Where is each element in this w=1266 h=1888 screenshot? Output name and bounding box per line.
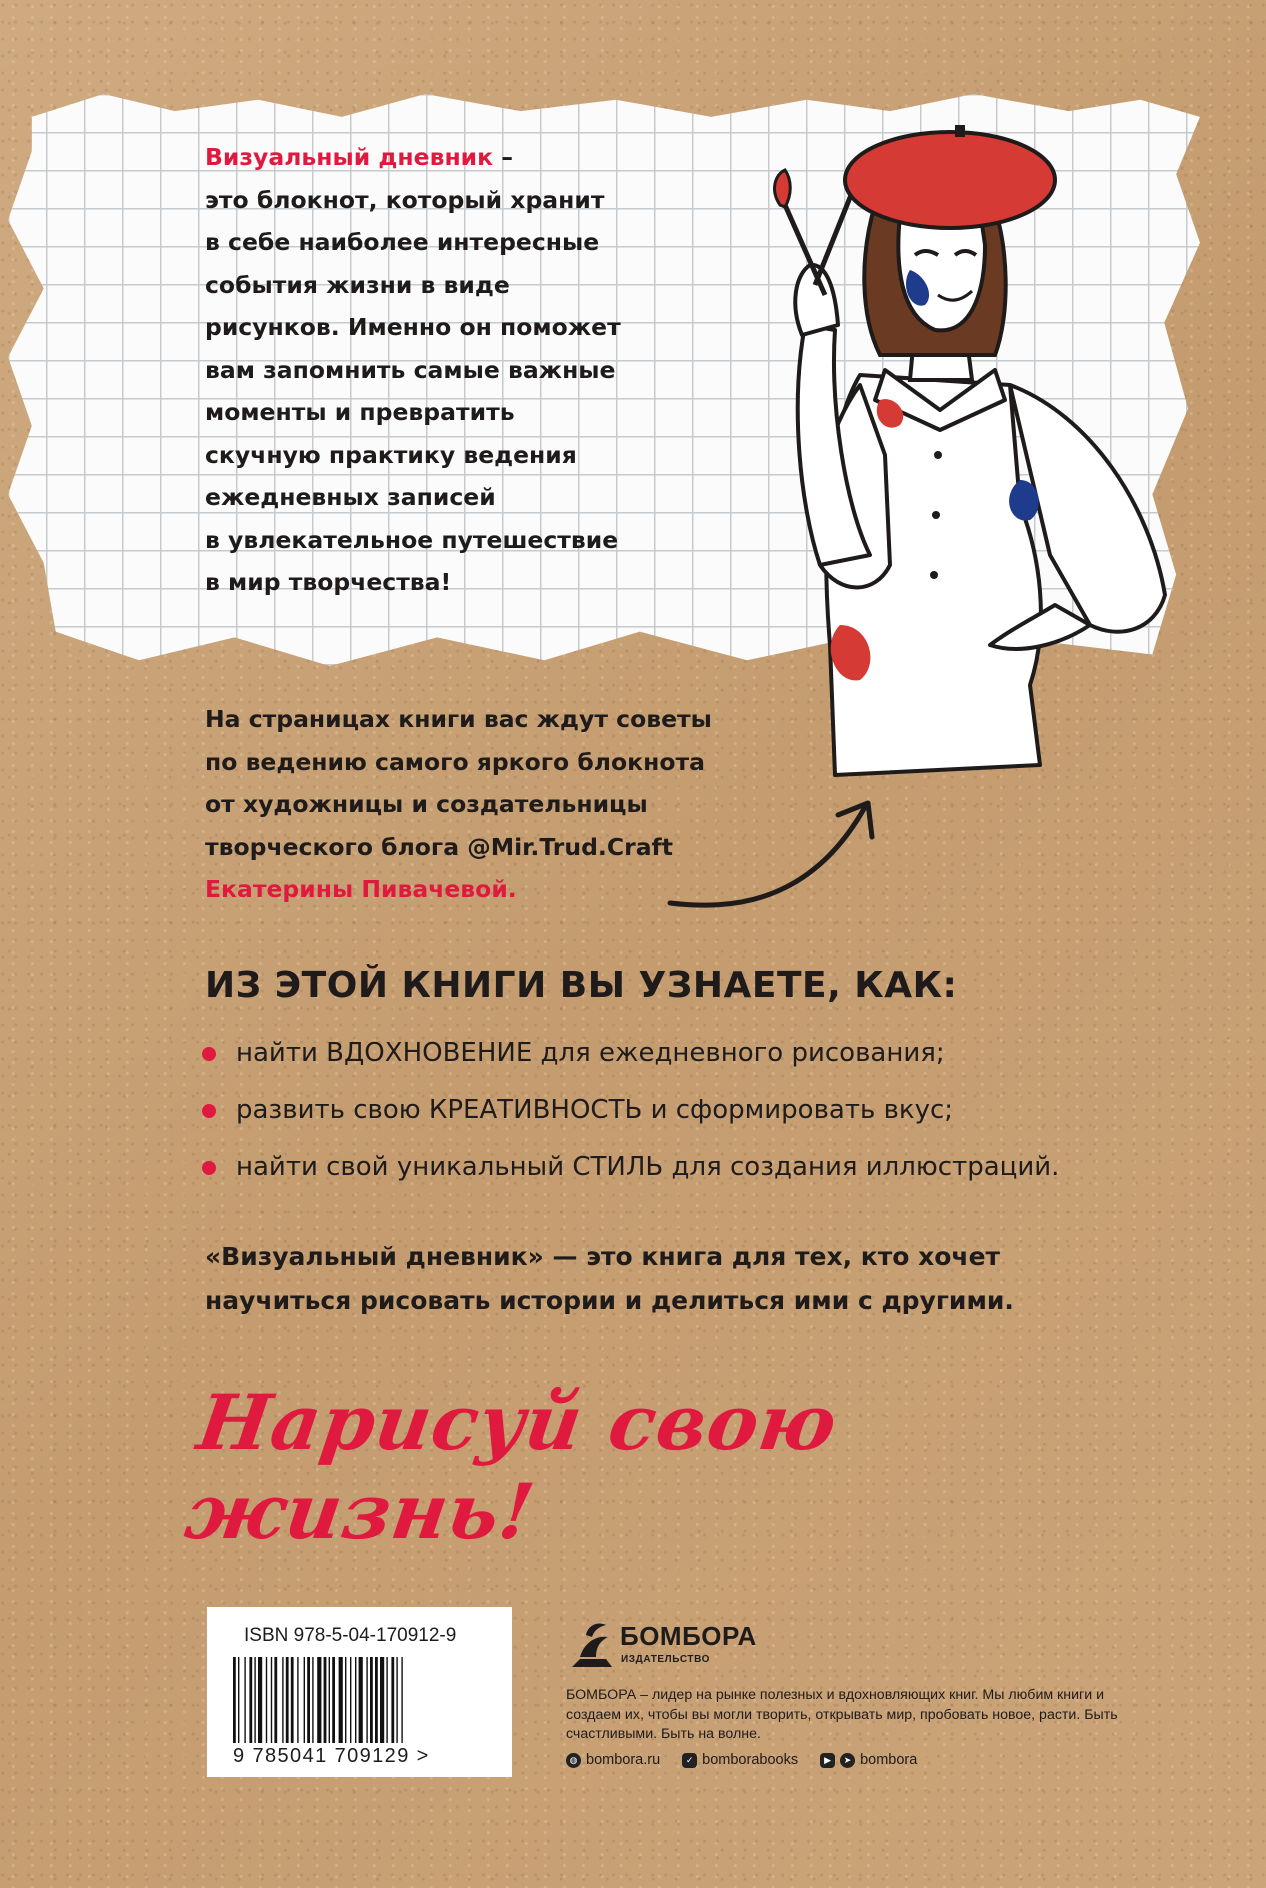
- intro-line: ежедневных записей: [205, 483, 496, 511]
- link-telegram-text: bombora: [860, 1752, 918, 1768]
- barcode-bar: [317, 1657, 321, 1743]
- learn-heading: ИЗ ЭТОЙ КНИГИ ВЫ УЗНАЕТЕ, КАК:: [205, 965, 958, 1006]
- barcode-bar: [238, 1657, 239, 1743]
- barcode-bar: [370, 1657, 373, 1743]
- intro-line: моменты и превратить: [205, 398, 515, 426]
- summary-paragraph: [205, 1235, 1105, 1323]
- barcode-bar: [329, 1657, 330, 1743]
- author-line: от художницы и создательницы: [205, 790, 648, 818]
- intro-text: [205, 136, 675, 604]
- barcode-bar: [266, 1657, 267, 1743]
- arrow-icon: [660, 785, 900, 925]
- barcode-bar: [355, 1657, 356, 1743]
- learn-item: развить свою КРЕАТИВНОСТЬ и сформировать вкус;: [200, 1082, 1180, 1139]
- barcode-bar: [233, 1657, 236, 1743]
- link-website[interactable]: [566, 1752, 660, 1768]
- summary-line: научиться рисовать истории и делиться ими с другими.: [205, 1286, 1014, 1315]
- shirt-button: [932, 511, 940, 519]
- barcode-bar: [350, 1657, 351, 1743]
- beret: [845, 132, 1055, 228]
- author-line: творческого блога @Mir.Trud.Craft: [205, 832, 674, 861]
- artist-illustration: [710, 125, 1180, 785]
- brush-tip: [775, 170, 791, 207]
- barcode-digits: 9 785041 709129 >: [233, 1745, 430, 1767]
- vk-icon: ✓: [682, 1753, 697, 1768]
- intro-dash: –: [493, 143, 514, 171]
- intro-line-0: [205, 136, 675, 179]
- brush-1: [815, 185, 855, 285]
- barcode-bar: [297, 1657, 298, 1743]
- learn-item: найти свой уникальный СТИЛЬ для создания иллюстраций.: [200, 1139, 1180, 1196]
- barcode-bar: [380, 1657, 384, 1743]
- barcode-bar: [291, 1657, 294, 1743]
- barcode: [233, 1657, 491, 1745]
- shirt-button: [934, 451, 942, 459]
- intro-line: рисунков. Именно он поможет: [205, 313, 621, 341]
- intro-line: это блокнот, который хранит: [205, 185, 605, 214]
- intro-line: в увлекательное путешествие: [205, 525, 619, 554]
- barcode-bar: [244, 1657, 245, 1743]
- intro-line: в мир творчества!: [205, 568, 452, 596]
- summary-line: «Визуальный дневник» — это книга для тех, кто хочет: [205, 1242, 1001, 1271]
- barcode-bar: [366, 1657, 367, 1743]
- barcode-bar: [312, 1657, 313, 1743]
- intro-line: события жизни в виде: [205, 270, 510, 299]
- publisher-name: БОМБОРА: [620, 1621, 757, 1651]
- barcode-bar: [401, 1657, 402, 1743]
- intro-highlight: Визуальный дневник: [205, 143, 494, 171]
- globe-icon: ◍: [566, 1753, 581, 1768]
- barcode-bar: [324, 1657, 327, 1743]
- barcode-bar: [345, 1657, 346, 1743]
- link-vk[interactable]: [682, 1752, 798, 1768]
- barcode-bar: [359, 1657, 363, 1743]
- author-line: На страницах книги вас ждут советы: [205, 705, 712, 733]
- publisher-description: БОМБОРА – лидер на рынке полезных и вдохновляющих книг. Мы любим книги и создаем их, чтобы вы могли творить, открывать мир, пробовать новое, расти. Быть счастливыми. Быть на волне.: [566, 1687, 1118, 1742]
- publisher-subtitle: ИЗДАТЕЛЬСТВО: [621, 1654, 711, 1665]
- barcode-bar: [332, 1657, 335, 1743]
- slogan: Нарисуй свою жизнь!: [179, 1378, 843, 1556]
- barcode-bar: [339, 1657, 343, 1743]
- barcode-bar: [391, 1657, 394, 1743]
- link-vk-text: bomborabooks: [702, 1752, 799, 1768]
- isbn-barcode-box: [207, 1607, 512, 1777]
- barcode-bar: [304, 1657, 305, 1743]
- video-icon: ▶: [820, 1753, 835, 1768]
- learn-list: [200, 1025, 1180, 1196]
- intro-line: вам запомнить самые важные: [205, 355, 616, 384]
- shirt-button: [930, 571, 938, 579]
- publisher-links: [566, 1752, 1126, 1768]
- isbn-number: ISBN 978-5-04-170912-9: [244, 1625, 457, 1646]
- intro-line: в себе наиболее интересные: [205, 228, 600, 256]
- intro-line: скучную практику ведения: [205, 440, 577, 469]
- barcode-bar: [386, 1657, 387, 1743]
- barcode-bar: [307, 1657, 310, 1743]
- barcode-bar: [286, 1657, 289, 1743]
- barcode-bar: [375, 1657, 378, 1743]
- beret-stem: [955, 125, 965, 137]
- author-name: Екатерины Пивачевой.: [205, 875, 517, 903]
- barcode-bar: [396, 1657, 397, 1743]
- author-line: по ведению самого яркого блокнота: [205, 747, 705, 776]
- barcode-bar: [258, 1657, 262, 1743]
- barcode-bar: [274, 1657, 277, 1743]
- link-telegram[interactable]: [820, 1752, 917, 1768]
- barcode-bar: [271, 1657, 272, 1743]
- barcode-bar: [249, 1657, 252, 1743]
- telegram-icon: ➤: [840, 1753, 855, 1768]
- learn-item: найти ВДОХНОВЕНИЕ для ежедневного рисования;: [200, 1025, 1180, 1082]
- link-website-text: bombora.ru: [586, 1752, 661, 1768]
- barcode-bar: [254, 1657, 255, 1743]
- barcode-bar: [282, 1657, 283, 1743]
